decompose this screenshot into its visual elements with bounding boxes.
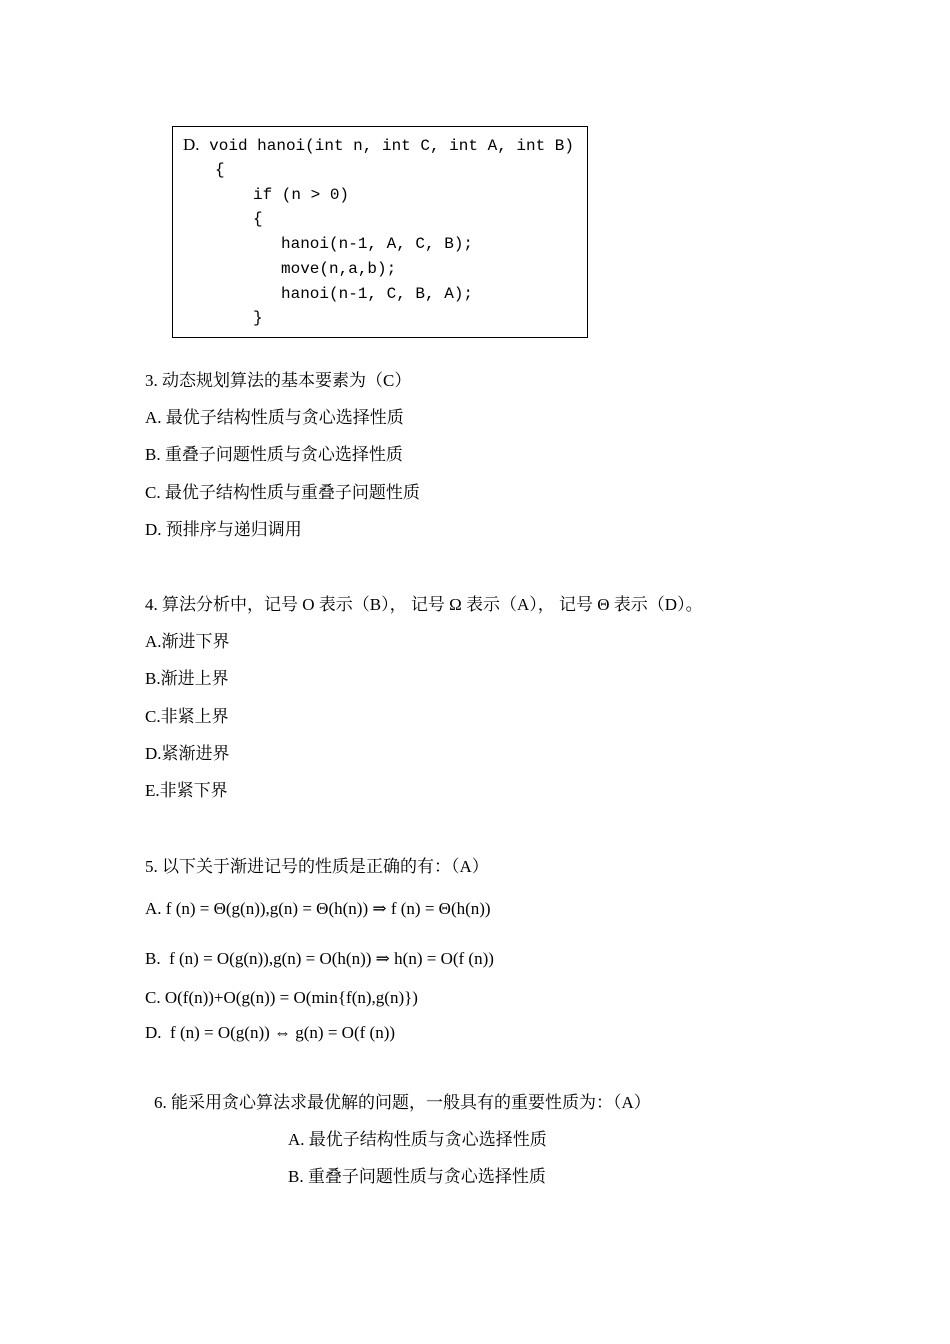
code-line-7: hanoi(n-1, C, B, A); — [281, 285, 474, 303]
q6-option-b: B. 重叠子问题性质与贪心选择性质 — [288, 1167, 546, 1186]
q3-option-a: A. 最优子结构性质与贪心选择性质 — [145, 408, 404, 427]
q4-stem: 4. 算法分析中，记号 O 表示（B）， 记号 Ω 表示（A）， 记号 Θ 表示（D）。 — [145, 595, 703, 614]
q5-option-b: B. f (n) = O(g(n)),g(n) = O(h(n)) ⇒ h(n) = O(f (n)) — [145, 949, 494, 968]
q6-option-a: A. 最优子结构性质与贪心选择性质 — [288, 1130, 547, 1149]
code-box — [172, 126, 588, 338]
q4-option-a: A.渐进下界 — [145, 632, 230, 651]
code-line-6: move(n,a,b); — [281, 260, 397, 278]
q5-option-c: C. O(f(n))+O(g(n)) = O(min{f(n),g(n)}) — [145, 988, 418, 1007]
q3-option-d: D. 预排序与递归调用 — [145, 520, 302, 539]
code-line-2: { — [215, 161, 225, 179]
code-line-8: } — [253, 309, 263, 327]
q5-option-d: D. f (n) = O(g(n)) ⇔ g(n) = O(f (n)) — [145, 1023, 396, 1042]
q5-stem: 5. 以下关于渐进记号的性质是正确的有：（A） — [145, 857, 489, 876]
q4-option-e: E.非紧下界 — [145, 781, 228, 800]
q3-option-b: B. 重叠子问题性质与贪心选择性质 — [145, 445, 403, 464]
code-text: void hanoi(int n, int C, int A, int B) — [209, 137, 574, 155]
code-line-3: if (n > 0) — [253, 186, 350, 204]
q5-option-a: A. f (n) = Θ(g(n)),g(n) = Θ(h(n)) ⇒ f (n) = Θ(h(n)) — [145, 899, 491, 918]
code-line-5: hanoi(n-1, A, C, B); — [281, 235, 474, 253]
q4-option-d: D.紧渐进界 — [145, 744, 230, 763]
q4-option-b: B.渐进上界 — [145, 669, 229, 688]
code-option-label: D. — [183, 135, 200, 154]
code-line-4: { — [253, 210, 263, 228]
code-line-1 — [183, 135, 574, 156]
q4-option-c: C.非紧上界 — [145, 707, 229, 726]
q3-stem: 3. 动态规划算法的基本要素为（C） — [145, 371, 412, 390]
q6-stem: 6. 能采用贪心算法求最优解的问题，一般具有的重要性质为：（A） — [154, 1093, 651, 1112]
q3-option-c: C. 最优子结构性质与重叠子问题性质 — [145, 483, 420, 502]
